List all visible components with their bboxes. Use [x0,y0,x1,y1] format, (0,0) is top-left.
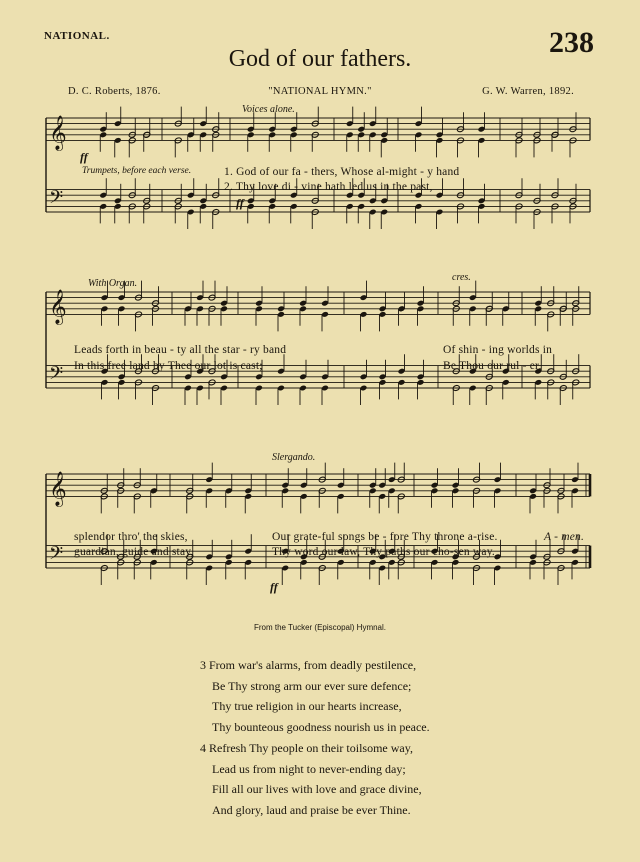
dynamic-ff-3: ff [270,580,278,594]
lyric-s3-v2b: Thy word our law, Thy paths our cho-sen way. [272,546,495,558]
direction-organ: With Organ. [88,278,138,289]
author-credit: D. C. Roberts, 1876. [68,86,161,97]
section-label: NATIONAL. [44,30,110,42]
lyric-s2-v1b: Of shin - ing worlds in [443,344,553,356]
clef-icon: 𝄢 [49,543,64,569]
clef-icon: 𝄢 [49,363,64,389]
composer-credit: G. W. Warren, 1892. [482,86,574,97]
verse-line: Thy true religion in our hearts increase, [212,699,402,713]
dynamic-ff-1: ff [80,150,88,164]
verse-4 [200,738,422,820]
verse-line: 3 From war's alarms, from deadly pestilence, [200,658,417,672]
direction-slergando: Slergando. [272,452,316,463]
verse-line: 4 Refresh Thy people on their toilsome way, [200,741,413,755]
verse-line: Fill all our lives with love and grace divine, [212,782,422,796]
lyric-s3-v1: splendor thro' the skies, [74,531,188,543]
clef-icon: 𝄞 [49,289,67,325]
dynamic-ff-2: ff [236,196,244,210]
verse-3 [200,655,430,737]
verse-line: Be Thy strong arm our ever sure defence; [212,678,412,693]
lyric-amen: A - men. [544,531,585,543]
lyric-s3-v1b: Our grate-ful songs be - fore Thy throne a-rise. [272,531,498,543]
lyric-s3-v2: guardian, guide and stay, [74,546,194,558]
lyric-s1-v1: 1. God of our fa - thers, Whose al-might - y hand [224,166,460,178]
tune-name: "NATIONAL HYMN." [268,86,372,97]
lyric-s2-v1: Leads forth in beau - ty all the star - ry band [74,344,287,356]
verse-line: And glory, laud and praise be ever Thine. [212,802,411,817]
clef-icon: 𝄢 [49,187,64,213]
hymn-title: God of our fathers. [228,46,412,72]
direction-trumpets: Trumpets, before each verse. [82,166,192,176]
clef-icon: 𝄞 [49,471,67,507]
lyric-s1-v2: 2. Thy love di - vine hath led us in the past, [224,181,433,193]
lyric-s2-v2b: Be Thou our rul - er, [443,360,542,372]
hymn-number: 238 [549,26,594,59]
clef-icon: 𝄞 [49,115,67,151]
verse-line: Thy bounteous goodness nourish us in peace. [212,719,430,734]
direction-voices: Voices alone. [242,104,295,115]
direction-cres: cres. [452,272,471,283]
source-note: From the Tucker (Episcopal) Hymnal. [253,623,387,632]
verse-line: Lead us from night to never-ending day; [212,761,406,776]
lyric-s2-v2: In this free land by Thee our lot is cast; [74,360,263,372]
